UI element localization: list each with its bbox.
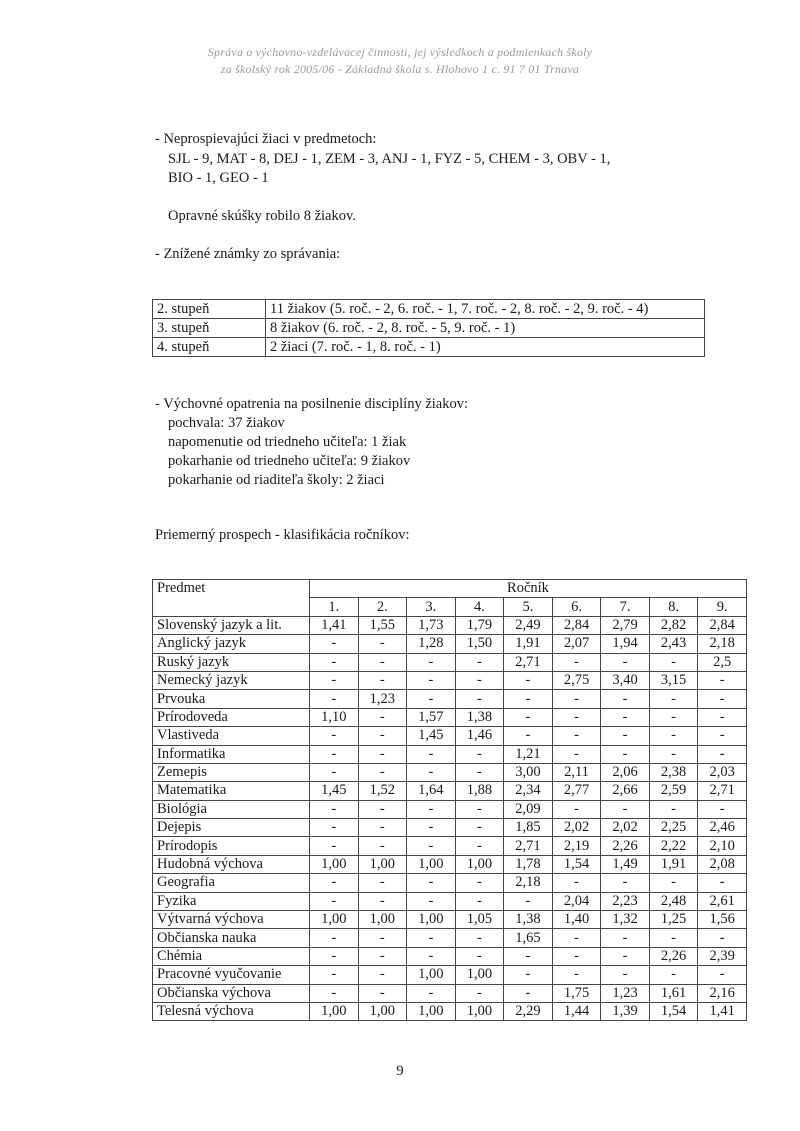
grade-value-cell: - (310, 819, 359, 837)
grade-value-cell: - (358, 653, 407, 671)
grade-value-cell: - (310, 929, 359, 947)
grade-value-cell: - (601, 966, 650, 984)
table-row (153, 338, 705, 357)
measure-item: pokarhanie od triedneho učiteľa: 9 žiakov (168, 453, 411, 469)
grade-value-cell: - (698, 929, 747, 947)
table-row (153, 911, 747, 929)
grade-value-cell: - (310, 690, 359, 708)
behavior-title: - Znížené známky zo správania: (155, 246, 341, 262)
grade-value-cell: 1,00 (407, 1002, 456, 1020)
grade-value-cell: 1,94 (601, 635, 650, 653)
grade-value-cell: - (358, 947, 407, 965)
grade-value-cell: - (358, 745, 407, 763)
grade-value-cell: 2,79 (601, 616, 650, 634)
grade-value-cell: 1,46 (455, 727, 504, 745)
grade-value-cell: 2,02 (601, 819, 650, 837)
subject-cell: Fyzika (153, 892, 310, 910)
grade-value-cell: 2,59 (649, 782, 698, 800)
grade-number: 9. (698, 598, 747, 616)
grade-value-cell: - (649, 929, 698, 947)
grade-value-cell: - (552, 708, 601, 726)
grade-value-cell: 1,40 (552, 911, 601, 929)
grade-value-cell: - (358, 929, 407, 947)
grade-value-cell: - (310, 984, 359, 1002)
grade-value-cell: 1,61 (649, 984, 698, 1002)
grade-value-cell: 1,45 (407, 727, 456, 745)
grade-value-cell: 1,00 (358, 855, 407, 873)
grade-value-cell: 2,08 (698, 855, 747, 873)
grade-value-cell: 1,10 (310, 708, 359, 726)
grade-number: 4. (455, 598, 504, 616)
grade-value-cell: - (310, 763, 359, 781)
grade-value-cell: 2,26 (601, 837, 650, 855)
subject-cell: Telesná výchova (153, 1002, 310, 1020)
grade-value-cell: - (698, 690, 747, 708)
grade-value-cell: - (310, 745, 359, 763)
grade-value-cell: - (407, 653, 456, 671)
grade-value-cell: - (455, 984, 504, 1002)
grade-value-cell: 2,71 (698, 782, 747, 800)
grade-number: 8. (649, 598, 698, 616)
table-row (153, 947, 747, 965)
grade-value-cell: 2,06 (601, 763, 650, 781)
grade-value-cell: 2,10 (698, 837, 747, 855)
grade-value-cell: - (649, 708, 698, 726)
grade-value-cell: - (698, 874, 747, 892)
grade-value-cell: - (601, 947, 650, 965)
grade-value-cell: 1,28 (407, 635, 456, 653)
grade-value-cell: 1,38 (455, 708, 504, 726)
table-row (153, 966, 747, 984)
subject-cell: Občianska výchova (153, 984, 310, 1002)
grade-value-cell: 2,49 (504, 616, 553, 634)
grade-value-cell: - (504, 966, 553, 984)
header-line-2: za školský rok 2005/06 - Základná škola s. Hlohovo 1 c. 91 7 01 Trnava (220, 62, 580, 76)
grade-value-cell: - (358, 837, 407, 855)
grade-value-cell: 1,54 (552, 855, 601, 873)
grade-value-cell: 2,46 (698, 819, 747, 837)
page-number: 9 (396, 1063, 404, 1079)
table-row (153, 300, 705, 319)
grade-value-cell: 2,84 (698, 616, 747, 634)
grade-value-cell: 1,65 (504, 929, 553, 947)
grade-value-cell: 2,34 (504, 782, 553, 800)
grade-value-cell: 1,00 (407, 911, 456, 929)
behavior-desc: 2 žiaci (7. roč. - 1, 8. roč. - 1) (266, 338, 705, 357)
grade-value-cell: 1,64 (407, 782, 456, 800)
grade-value-cell: - (407, 800, 456, 818)
behavior-table (152, 299, 705, 357)
grade-value-cell: 2,82 (649, 616, 698, 634)
table-row (153, 690, 747, 708)
grade-value-cell: 2,02 (552, 819, 601, 837)
subject-cell: Prvouka (153, 690, 310, 708)
grade-value-cell: - (310, 800, 359, 818)
grade-value-cell: - (504, 947, 553, 965)
grade-value-cell: 1,54 (649, 1002, 698, 1020)
grade-value-cell: - (310, 966, 359, 984)
grade-header: Ročník (310, 580, 747, 598)
grade-value-cell: - (310, 947, 359, 965)
grade-value-cell: 1,05 (455, 911, 504, 929)
grade-value-cell: - (455, 837, 504, 855)
grade-value-cell: 1,00 (455, 855, 504, 873)
grade-value-cell: 2,26 (649, 947, 698, 965)
grade-value-cell: - (504, 708, 553, 726)
grade-value-cell: 2,25 (649, 819, 698, 837)
failing-line-1: SJL - 9, MAT - 8, DEJ - 1, ZEM - 3, ANJ - 1, FYZ - 5, CHEM - 3, OBV - 1, (168, 151, 611, 167)
grade-value-cell: 2,29 (504, 1002, 553, 1020)
grade-value-cell: - (455, 671, 504, 689)
subject-cell: Občianska nauka (153, 929, 310, 947)
grade-value-cell: - (455, 800, 504, 818)
grade-value-cell: 1,00 (310, 911, 359, 929)
grade-number: 5. (504, 598, 553, 616)
table-row (153, 708, 747, 726)
measures-title: - Výchovné opatrenia na posilnenie disciplíny žiakov: (155, 396, 469, 412)
grade-value-cell: - (601, 800, 650, 818)
grade-value-cell: - (455, 653, 504, 671)
subject-cell: Biológia (153, 800, 310, 818)
grade-value-cell: - (407, 763, 456, 781)
grade-value-cell: - (407, 984, 456, 1002)
grade-value-cell: - (552, 690, 601, 708)
failing-line-2: BIO - 1, GEO - 1 (168, 170, 269, 186)
grade-value-cell: - (649, 653, 698, 671)
table-row (153, 1002, 747, 1020)
grade-value-cell: - (358, 800, 407, 818)
grade-value-cell: - (358, 984, 407, 1002)
behavior-level: 3. stupeň (153, 319, 266, 338)
table-row (153, 892, 747, 910)
grade-value-cell: 2,75 (552, 671, 601, 689)
grade-value-cell: 1,00 (358, 1002, 407, 1020)
grade-number: 6. (552, 598, 601, 616)
grade-value-cell: - (504, 690, 553, 708)
grade-value-cell: - (455, 745, 504, 763)
grade-value-cell: 2,43 (649, 635, 698, 653)
grade-value-cell: - (552, 966, 601, 984)
grade-value-cell: - (310, 671, 359, 689)
grade-value-cell: 1,75 (552, 984, 601, 1002)
grade-value-cell: - (407, 745, 456, 763)
average-title: Priemerný prospech - klasifikácia ročníkov: (155, 527, 410, 543)
grade-value-cell: - (649, 690, 698, 708)
grade-value-cell: 2,18 (504, 874, 553, 892)
grade-value-cell: 1,88 (455, 782, 504, 800)
subject-cell: Informatika (153, 745, 310, 763)
subject-cell: Prírodoveda (153, 708, 310, 726)
grade-value-cell: 1,91 (504, 635, 553, 653)
grade-value-cell: - (358, 727, 407, 745)
behavior-desc: 11 žiakov (5. roč. - 2, 6. roč. - 1, 7. roč. - 2, 8. roč. - 2, 9. roč. - 4) (266, 300, 705, 319)
grade-value-cell: - (358, 892, 407, 910)
grade-value-cell: - (455, 892, 504, 910)
grade-value-cell: 1,00 (407, 966, 456, 984)
table-row (153, 837, 747, 855)
subject-cell: Geografia (153, 874, 310, 892)
grade-value-cell: - (552, 727, 601, 745)
grade-value-cell: 1,00 (407, 855, 456, 873)
grade-value-cell: - (698, 800, 747, 818)
table-row (153, 616, 747, 634)
grade-value-cell: 2,23 (601, 892, 650, 910)
grade-value-cell: - (407, 947, 456, 965)
grade-value-cell: 1,00 (358, 911, 407, 929)
grade-value-cell: - (601, 745, 650, 763)
grade-value-cell: 2,77 (552, 782, 601, 800)
grade-value-cell: - (649, 745, 698, 763)
grade-value-cell: - (455, 874, 504, 892)
subject-cell: Hudobná výchova (153, 855, 310, 873)
grade-value-cell: 2,71 (504, 653, 553, 671)
grade-value-cell: - (310, 837, 359, 855)
grade-value-cell: 1,91 (649, 855, 698, 873)
grade-value-cell: 1,39 (601, 1002, 650, 1020)
grade-value-cell: - (552, 800, 601, 818)
grade-value-cell: - (504, 984, 553, 1002)
grade-value-cell: - (504, 892, 553, 910)
behavior-level: 4. stupeň (153, 338, 266, 357)
measure-item: pochvala: 37 žiakov (168, 415, 285, 431)
table-row (153, 319, 705, 338)
grade-value-cell: - (358, 966, 407, 984)
retake-text: Opravné skúšky robilo 8 žiakov. (168, 208, 356, 224)
grade-value-cell: - (601, 727, 650, 745)
table-row (153, 855, 747, 873)
grade-value-cell: - (310, 653, 359, 671)
table-row (153, 635, 747, 653)
grade-value-cell: 2,84 (552, 616, 601, 634)
subject-cell: Chémia (153, 947, 310, 965)
table-row (153, 653, 747, 671)
subject-cell: Ruský jazyk (153, 653, 310, 671)
grade-value-cell: - (601, 653, 650, 671)
grade-value-cell: - (649, 874, 698, 892)
grade-value-cell: - (407, 929, 456, 947)
grade-value-cell: 1,78 (504, 855, 553, 873)
grade-value-cell: 1,79 (455, 616, 504, 634)
grade-value-cell: - (698, 671, 747, 689)
grade-value-cell: - (407, 837, 456, 855)
grade-value-cell: 2,19 (552, 837, 601, 855)
grade-value-cell: - (601, 690, 650, 708)
grade-value-cell: - (310, 892, 359, 910)
grade-value-cell: 2,09 (504, 800, 553, 818)
grade-value-cell: 1,50 (455, 635, 504, 653)
grade-value-cell: - (552, 947, 601, 965)
grade-value-cell: - (601, 708, 650, 726)
header-row (153, 580, 747, 598)
grade-value-cell: 3,00 (504, 763, 553, 781)
failing-title: - Neprospievajúci žiaci v predmetoch: (155, 131, 377, 147)
table-row (153, 800, 747, 818)
grade-value-cell: 1,00 (455, 1002, 504, 1020)
grade-value-cell: 2,71 (504, 837, 553, 855)
grade-number: 7. (601, 598, 650, 616)
grade-value-cell: 2,22 (649, 837, 698, 855)
table-row (153, 984, 747, 1002)
grade-value-cell: 1,57 (407, 708, 456, 726)
grade-value-cell: 2,18 (698, 635, 747, 653)
grade-value-cell: 2,39 (698, 947, 747, 965)
grade-value-cell: 2,66 (601, 782, 650, 800)
grade-value-cell: - (601, 874, 650, 892)
grade-value-cell: 2,11 (552, 763, 601, 781)
subject-cell: Dejepis (153, 819, 310, 837)
grade-value-cell: - (358, 819, 407, 837)
behavior-desc: 8 žiakov (6. roč. - 2, 8. roč. - 5, 9. roč. - 1) (266, 319, 705, 338)
grade-value-cell: 1,41 (698, 1002, 747, 1020)
grade-value-cell: 1,85 (504, 819, 553, 837)
grade-value-cell: 1,00 (310, 855, 359, 873)
grade-value-cell: - (649, 800, 698, 818)
table-row (153, 671, 747, 689)
grade-value-cell: 1,25 (649, 911, 698, 929)
behavior-level: 2. stupeň (153, 300, 266, 319)
subject-cell: Matematika (153, 782, 310, 800)
grade-value-cell: - (407, 819, 456, 837)
grade-value-cell: - (698, 708, 747, 726)
table-row (153, 727, 747, 745)
grade-value-cell: - (407, 892, 456, 910)
grade-value-cell: 2,38 (649, 763, 698, 781)
table-row (153, 874, 747, 892)
grade-value-cell: - (552, 929, 601, 947)
grade-value-cell: 1,55 (358, 616, 407, 634)
grade-value-cell: - (649, 727, 698, 745)
grade-value-cell: 1,00 (455, 966, 504, 984)
table-row (153, 763, 747, 781)
grades-table (152, 579, 747, 1021)
grade-value-cell: - (455, 929, 504, 947)
subject-cell: Prírodopis (153, 837, 310, 855)
grade-value-cell: - (455, 947, 504, 965)
subject-cell: Vlastiveda (153, 727, 310, 745)
grade-value-cell: - (698, 966, 747, 984)
grade-value-cell: 1,49 (601, 855, 650, 873)
grade-value-cell: 2,07 (552, 635, 601, 653)
grade-value-cell: 1,21 (504, 745, 553, 763)
grade-value-cell: - (649, 966, 698, 984)
grade-number: 3. (407, 598, 456, 616)
grade-value-cell: - (455, 763, 504, 781)
grade-value-cell: - (552, 653, 601, 671)
grade-value-cell: 1,38 (504, 911, 553, 929)
grade-value-cell: 1,45 (310, 782, 359, 800)
grade-value-cell: 1,32 (601, 911, 650, 929)
grade-value-cell: - (601, 929, 650, 947)
grade-number: 2. (358, 598, 407, 616)
grade-value-cell: - (552, 745, 601, 763)
subject-cell: Pracovné vyučovanie (153, 966, 310, 984)
grade-value-cell: - (407, 671, 456, 689)
grade-value-cell: - (504, 671, 553, 689)
grade-value-cell: - (552, 874, 601, 892)
grade-value-cell: 2,48 (649, 892, 698, 910)
table-row (153, 782, 747, 800)
table-row (153, 745, 747, 763)
subject-cell: Slovenský jazyk a lit. (153, 616, 310, 634)
grade-value-cell: - (358, 874, 407, 892)
grade-value-cell: - (358, 708, 407, 726)
grade-value-cell: - (407, 690, 456, 708)
measure-item: napomenutie od triedneho učiteľa: 1 žiak (168, 434, 407, 450)
grade-value-cell: 1,73 (407, 616, 456, 634)
grade-value-cell: - (358, 671, 407, 689)
grade-value-cell: 2,03 (698, 763, 747, 781)
grade-value-cell: - (310, 727, 359, 745)
grade-value-cell: - (358, 635, 407, 653)
table-row (153, 819, 747, 837)
grade-value-cell: - (310, 635, 359, 653)
subject-header: Predmet (153, 580, 310, 617)
grade-value-cell: 1,44 (552, 1002, 601, 1020)
table-row (153, 929, 747, 947)
grade-value-cell: 2,61 (698, 892, 747, 910)
grade-value-cell: - (455, 819, 504, 837)
subject-cell: Výtvarná výchova (153, 911, 310, 929)
grade-value-cell: 1,23 (358, 690, 407, 708)
grade-value-cell: - (310, 874, 359, 892)
grade-value-cell: - (407, 874, 456, 892)
grade-value-cell: - (698, 727, 747, 745)
subject-cell: Zemepis (153, 763, 310, 781)
grade-value-cell: - (455, 690, 504, 708)
grade-value-cell: 1,00 (310, 1002, 359, 1020)
measure-item: pokarhanie od riaditeľa školy: 2 žiaci (168, 472, 385, 488)
grade-value-cell: 2,04 (552, 892, 601, 910)
grade-value-cell: 2,16 (698, 984, 747, 1002)
grade-value-cell: 1,41 (310, 616, 359, 634)
subject-cell: Nemecký jazyk (153, 671, 310, 689)
grade-value-cell: 3,40 (601, 671, 650, 689)
page-header (130, 44, 670, 78)
grade-value-cell: 1,52 (358, 782, 407, 800)
grade-value-cell: 2,5 (698, 653, 747, 671)
grade-value-cell: - (358, 763, 407, 781)
grade-number: 1. (310, 598, 359, 616)
subject-cell: Anglický jazyk (153, 635, 310, 653)
grade-value-cell: - (504, 727, 553, 745)
header-line-1: Správa o výchovno-vzdelávacej činnosti, jej výsledkoch a podmienkach školy (207, 45, 593, 59)
grade-value-cell: - (698, 745, 747, 763)
grade-value-cell: 1,23 (601, 984, 650, 1002)
grade-value-cell: 1,56 (698, 911, 747, 929)
grade-value-cell: 3,15 (649, 671, 698, 689)
